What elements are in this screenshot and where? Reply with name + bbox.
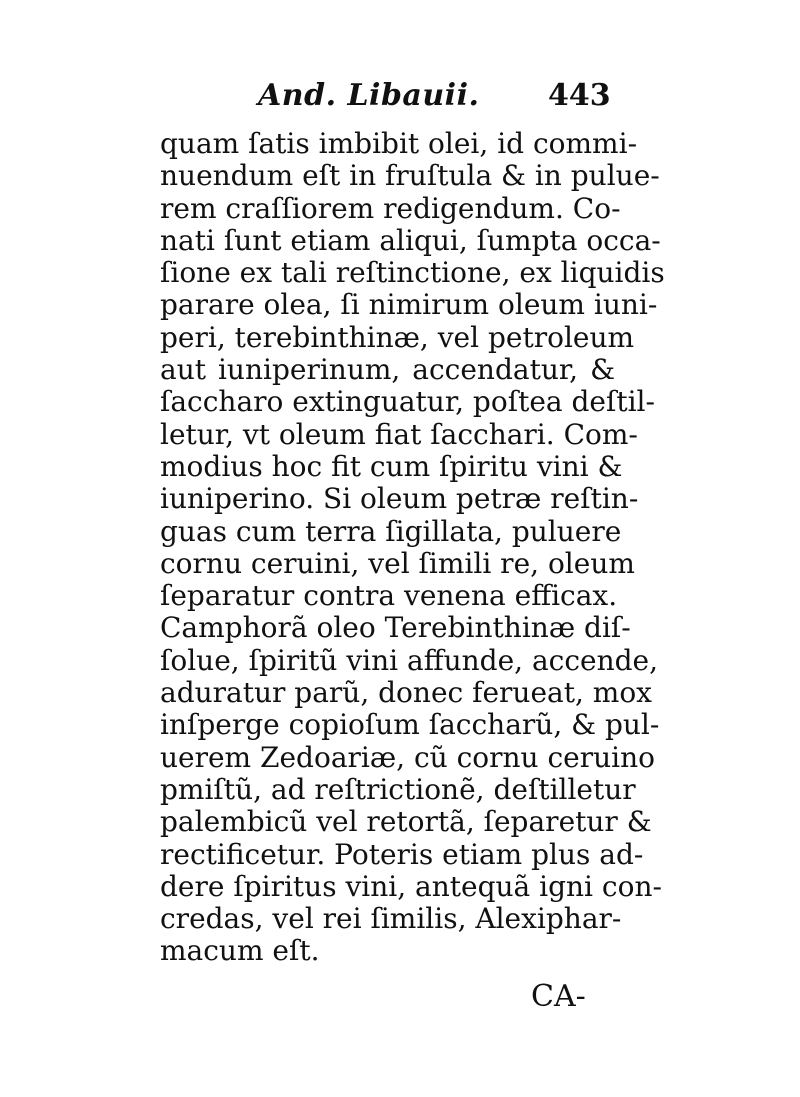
text-line: credas, vel rei ſimilis, Alexiphar- [160,902,622,936]
text-line: palembicũ vel retortã, ſeparetur & [160,805,652,839]
text-line: cornu ceruini, vel ſimili re, oleum [160,546,635,580]
page-number: 443 [548,78,611,113]
text-line: pmiſtũ, ad reſtrictionẽ, deſtilletur [160,772,636,806]
running-head: And. Libauii. [258,78,480,113]
text-line: iuniperino. Si oleum petræ reſtin- [160,482,639,516]
text-line: aduratur parũ, donec ferueat, mox [160,676,652,710]
text-line: parare olea, ſi nimirum oleum iuni- [160,288,658,322]
text-line: dere ſpiritus vini, antequã igni con- [160,869,662,903]
text-line: Camphorã oleo Terebinthinæ diſ- [160,611,631,645]
text-line: guas cum terra ſigillata, puluere [160,514,622,548]
text-line: quam ſatis imbibit olei, id commi- [160,127,638,160]
text-line: ſeparatur contra venena efficax. [160,579,618,613]
text-line: nuendum eſt in fruſtula & in pulue- [160,159,660,193]
catchword: CA- [531,979,586,1014]
text-line: macum eſt. [160,934,320,968]
text-line: uerem Zedoariæ, cũ cornu ceruino [160,740,655,774]
text-line: nati ſunt etiam aliqui, ſumpta occa- [160,223,661,257]
text-line: aut iuniperinum, accendatur, & [160,353,615,387]
text-line: inſperge copioſum ſaccharũ, & pul- [160,708,660,742]
text-line: ſolue, ſpiritũ vini affunde, accende, [160,643,659,677]
text-line: rectificetur. Poteris etiam plus ad- [160,837,644,871]
text-line: rem craſſiorem redigendum. Co- [160,191,621,225]
text-line: ſione ex tali reſtinctione, ex liquidis [160,256,665,290]
text-line: letur, vt oleum fiat ſacchari. Com- [160,417,638,451]
text-line: modius hoc fit cum ſpiritu vini & [160,449,623,483]
text-line: ſaccharo extinguatur, poſtea deſtil- [160,385,655,419]
text-line: peri, terebinthinæ, vel petroleum [160,320,635,354]
body-text [160,127,665,968]
